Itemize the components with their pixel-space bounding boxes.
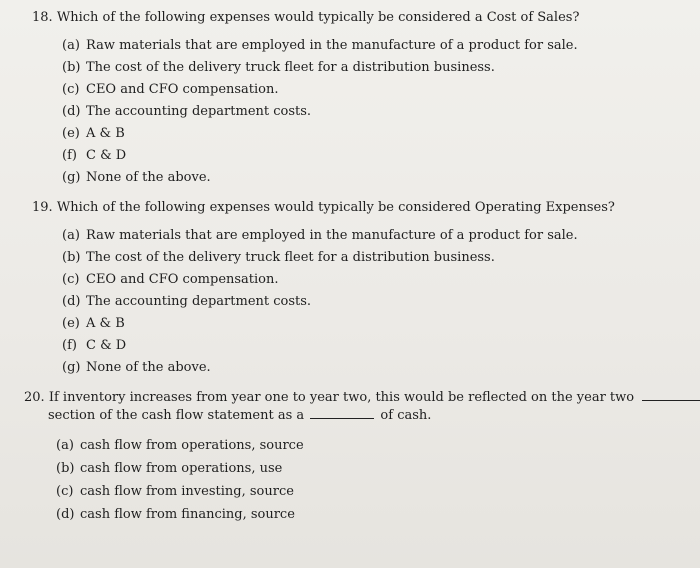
option-letter: (f)	[62, 338, 77, 353]
option-letter: (e)	[62, 316, 80, 331]
option-20a	[56, 438, 304, 453]
option-18b	[62, 60, 495, 75]
option-19d	[62, 294, 311, 309]
option-18a	[62, 38, 578, 53]
question-18	[32, 10, 579, 25]
option-18g	[62, 170, 211, 185]
option-text: C & D	[86, 148, 127, 163]
option-19e	[62, 316, 125, 331]
question-number: 19.	[32, 200, 53, 215]
option-text: C & D	[86, 338, 127, 353]
option-letter: (g)	[62, 170, 81, 185]
option-letter: (a)	[56, 438, 74, 453]
option-text: The cost of the delivery truck fleet for a distribution business.	[86, 250, 495, 265]
question-20	[24, 390, 700, 405]
option-letter: (e)	[62, 126, 80, 141]
option-letter: (c)	[62, 82, 80, 97]
option-18f	[62, 148, 126, 163]
question-number: 20.	[24, 390, 45, 405]
question-text: If inventory increases from year one to year two, this would be reflected on the year two	[48, 390, 635, 405]
option-letter: (a)	[62, 38, 80, 53]
option-text: CEO and CFO compensation.	[86, 82, 279, 97]
option-19f	[62, 338, 126, 353]
option-letter: (f)	[62, 148, 77, 163]
option-letter: (d)	[56, 507, 75, 522]
option-text: The cost of the delivery truck fleet for a distribution business.	[86, 60, 495, 75]
option-19g	[62, 360, 211, 375]
option-text: Raw materials that are employed in the manufacture of a product for sale.	[86, 228, 578, 243]
option-18d	[62, 104, 311, 119]
option-letter: (c)	[62, 272, 80, 287]
option-letter: (d)	[62, 104, 81, 119]
question-text: Which of the following expenses would typically be considered Operating Expenses?	[56, 200, 615, 215]
option-19b	[62, 250, 495, 265]
option-letter: (b)	[62, 250, 81, 265]
answer-blank[interactable]	[642, 390, 700, 401]
option-letter: (b)	[56, 461, 75, 476]
option-20b	[56, 461, 282, 476]
answer-blank[interactable]	[310, 408, 374, 419]
option-letter: (b)	[62, 60, 81, 75]
question-text: Which of the following expenses would typically be considered a Cost of Sales?	[56, 10, 580, 25]
option-text: The accounting department costs.	[86, 104, 312, 119]
option-text: Raw materials that are employed in the manufacture of a product for sale.	[86, 38, 578, 53]
option-18e	[62, 126, 125, 141]
option-text: A & B	[86, 126, 125, 141]
option-text: None of the above.	[86, 170, 211, 185]
option-text: cash flow from financing, source	[80, 507, 295, 522]
option-letter: (c)	[56, 484, 74, 499]
option-19a	[62, 228, 578, 243]
option-text: The accounting department costs.	[86, 294, 312, 309]
option-20c	[56, 484, 294, 499]
option-text: cash flow from operations, source	[80, 438, 304, 453]
option-text: None of the above.	[86, 360, 211, 375]
option-text: A & B	[86, 316, 125, 331]
option-20d	[56, 507, 295, 522]
option-text: cash flow from investing, source	[80, 484, 294, 499]
question-20-line2	[48, 408, 431, 423]
option-19c	[62, 272, 279, 287]
option-text: CEO and CFO compensation.	[86, 272, 279, 287]
option-text: cash flow from operations, use	[80, 461, 283, 476]
question-text-cont: section of the cash flow statement as a	[48, 408, 305, 423]
option-letter: (g)	[62, 360, 81, 375]
question-number: 18.	[32, 10, 53, 25]
option-letter: (a)	[62, 228, 80, 243]
question-text-end: of cash.	[380, 408, 432, 423]
question-19	[32, 200, 615, 215]
option-18c	[62, 82, 279, 97]
option-letter: (d)	[62, 294, 81, 309]
